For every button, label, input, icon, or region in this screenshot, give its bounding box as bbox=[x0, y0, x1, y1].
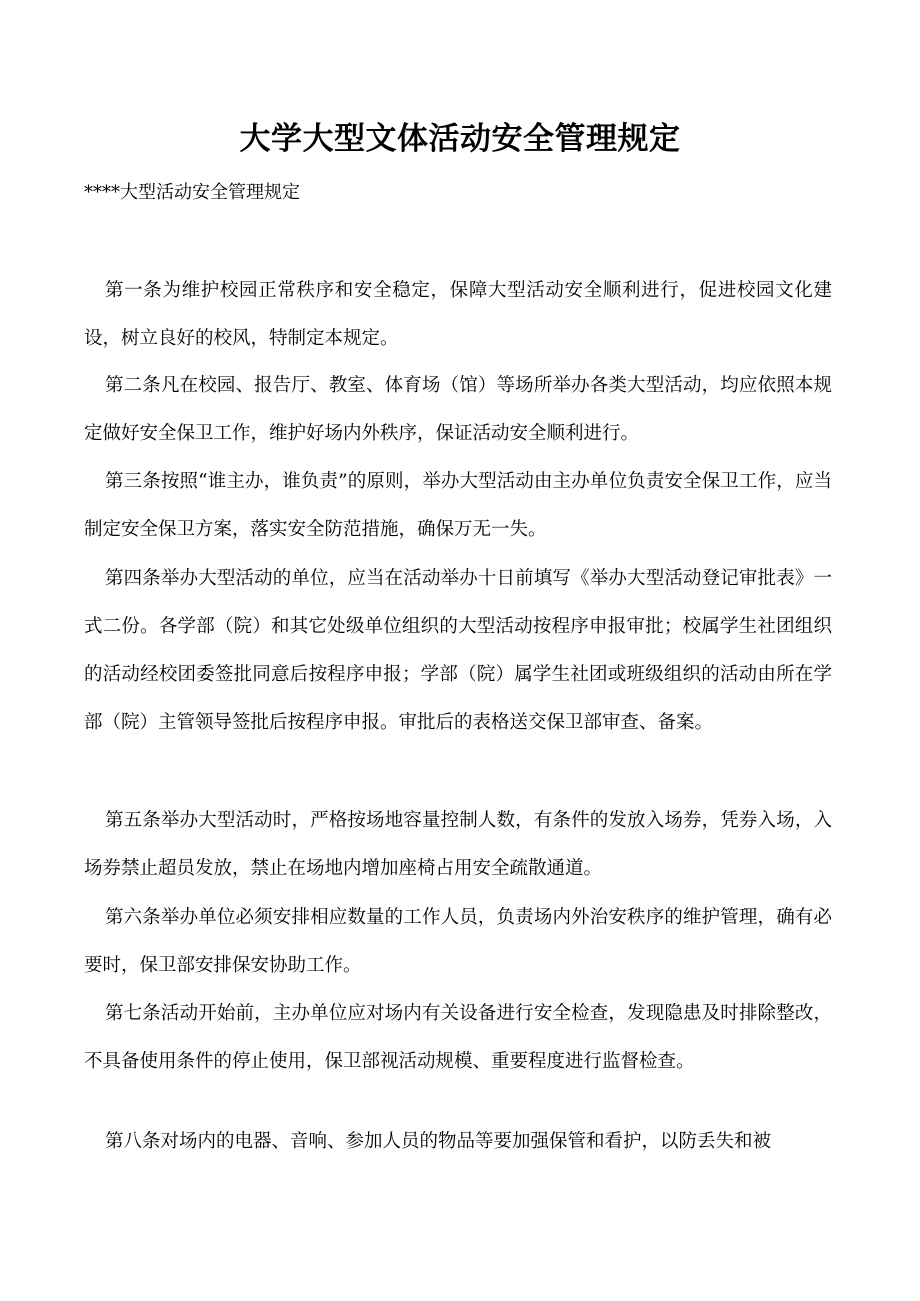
article-5: 第五条举办大型活动时，严格按场地容量控制人数，有条件的发放入场券，凭券入场，入场券禁止超员发放，禁止在场地内增加座椅占用安全疏散通道。 bbox=[84, 810, 832, 879]
article-4: 第四条举办大型活动的单位，应当在活动举办十日前填写《举办大型活动登记审批表》一式二份。各学部（院）和其它处级单位组织的大型活动按程序申报审批；校属学生社团组织的活动经校团委签批同意后按程序申报；学部（院）属学生社团或班级组织的活动由所在学部（院）主管领导签批后按程序申报。审批后的表格送交保卫部审查、备案。 bbox=[84, 568, 832, 733]
article-8: 第八条对场内的电器、音响、参加人员的物品等要加强保管和看护，以防丢失和被 bbox=[105, 1131, 772, 1152]
article-2: 第二条凡在校园、报告厅、教室、体育场（馆）等场所举办各类大型活动，均应依照本规定做好安全保卫工作，维护好场内外秩序，保证活动安全顺利进行。 bbox=[84, 375, 832, 444]
article-6: 第六条举办单位必须安排相应数量的工作人员，负责场内外治安秩序的维护管理，确有必要时，保卫部安排保安协助工作。 bbox=[84, 907, 832, 976]
document-subtitle: ****大型活动安全管理规定 bbox=[84, 182, 300, 203]
article-3: 第三条按照“谁主办，谁负责”的原则，举办大型活动由主办单位负责安全保卫工作，应当制定安全保卫方案，落实安全防范措施，确保万无一失。 bbox=[84, 471, 832, 540]
document-title: 大学大型文体活动安全管理规定 bbox=[239, 121, 681, 157]
article-1: 第一条为维护校园正常秩序和安全稳定，保障大型活动安全顺利进行，促进校园文化建设，树立良好的校风，特制定本规定。 bbox=[84, 280, 832, 349]
article-7: 第七条活动开始前，主办单位应对场内有关设备进行安全检查，发现隐患及时排除整改，不具备使用条件的停止使用，保卫部视活动规模、重要程度进行监督检查。 bbox=[84, 1003, 832, 1072]
